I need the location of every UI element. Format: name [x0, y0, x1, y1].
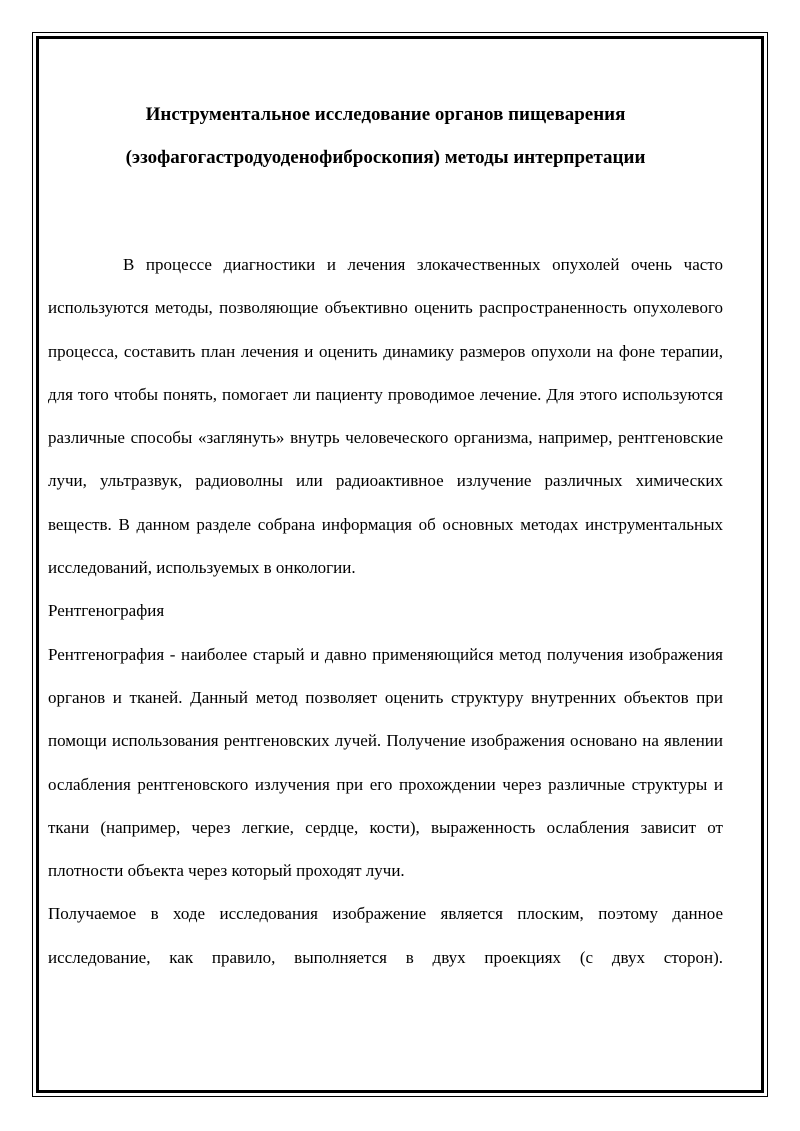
document-title	[48, 93, 723, 179]
projection-paragraph: Получаемое в ходе исследования изображение является плоским, поэтому данное исследование, как правило, выполняется в двух проекциях (с двух сторон).	[48, 904, 723, 967]
title-line-1: Инструментальное исследование органов пищеварения	[145, 104, 626, 125]
intro-paragraph: В процессе диагностики и лечения злокачественных опухолей очень часто используются методы, позволяющие объективно оценить распространенность опухолевого процесса, составить план лечения и оценить динамику размеров опухоли на фоне терапии, для того чтобы понять, помогает ли пациенту проводимое лечение. Для этого используются различные способы «заглянуть» внутрь человеческого организма, например, рентгеновские лучи, ультразвук, радиоволны или радиоактивное излучение различных химических веществ. В данном разделе собрана информация об основных методах инструментальных исследований, используемых в онкологии.	[48, 255, 723, 578]
title-spacer	[48, 179, 723, 243]
radiography-paragraph: Рентгенография - наиболее старый и давно применяющийся метод получения изображения органов и тканей. Данный метод позволяет оценить структуру внутренних объектов при помощи использования рентгеновских лучей. Получение изображения основано на явлении ослабления рентгеновского излучения при его прохождении через различные структуры и ткани (например, через легкие, сердце, кости), выраженность ослабления зависит от плотности объекта через который проходят лучи.	[48, 644, 723, 881]
section-heading-radiography: Рентгенография	[48, 601, 165, 621]
document-body	[48, 93, 723, 1073]
title-line-2: (эзофагогастродуоденофиброскопия) методы интерпретации	[125, 147, 646, 168]
